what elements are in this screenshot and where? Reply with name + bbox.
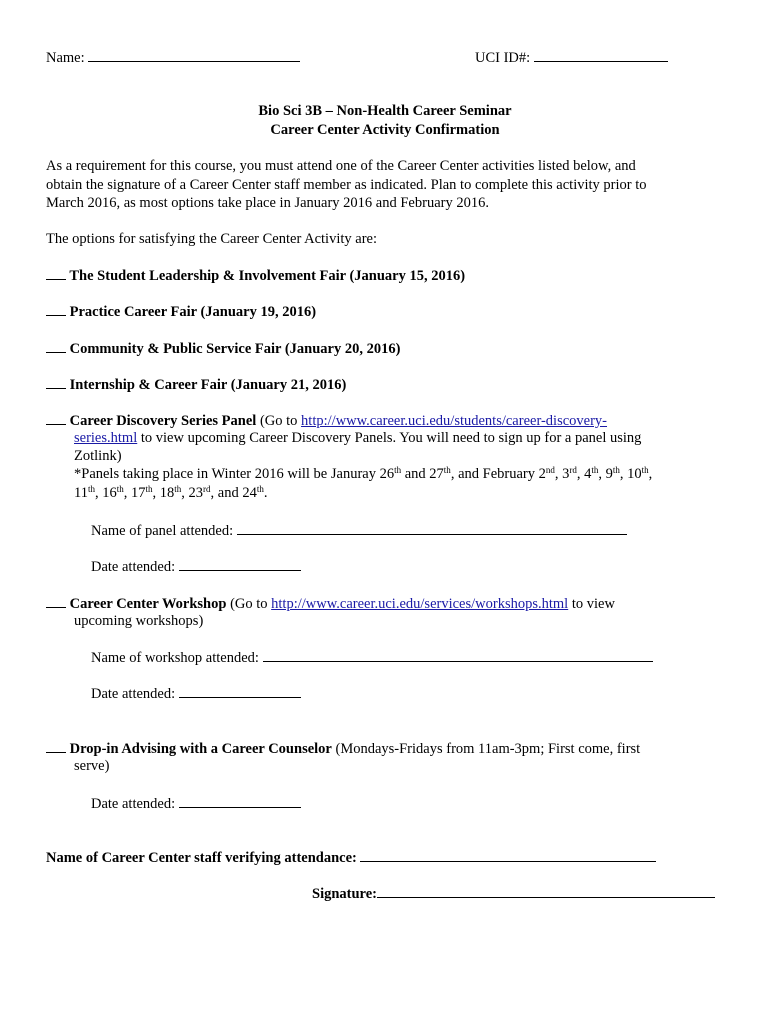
ordinal-suffix: th (612, 465, 620, 475)
workshop-name-field (91, 648, 653, 667)
ordinal-suffix: th (116, 484, 124, 494)
dates-text: , 23 (181, 485, 204, 501)
name-input-line[interactable] (88, 48, 300, 62)
panel-date-field (91, 557, 301, 576)
workshop-line-2: upcoming workshops) (74, 613, 204, 629)
workshop-after-link: to view (568, 596, 615, 612)
intro-line: obtain the signature of a Career Center staff member as indicated. Plan to complete this activity prior to (46, 176, 647, 193)
name-field-row (46, 48, 300, 67)
panel-name-field (91, 521, 627, 540)
option-label: Career Discovery Series Panel (69, 413, 257, 429)
option-label: Career Center Workshop (69, 596, 227, 612)
workshop-name-label: Name of workshop attended: (91, 650, 259, 666)
staff-name-label: Name of Career Center staff verifying attendance: (46, 850, 357, 866)
ordinal-suffix: th (145, 484, 153, 494)
ordinal-suffix: rd (569, 465, 577, 475)
staff-name-input-line[interactable] (360, 848, 656, 862)
panel-name-label: Name of panel attended: (91, 523, 234, 539)
checkbox-line[interactable] (46, 594, 66, 608)
option-discovery-panel (46, 411, 607, 430)
panel-dates-line-2 (74, 484, 267, 502)
checkbox-line[interactable] (46, 266, 66, 280)
dates-text: and 27 (401, 466, 444, 482)
checkbox-line[interactable] (46, 411, 66, 425)
option-internship-fair (46, 375, 346, 394)
intro-line: As a requirement for this course, you must attend one of the Career Center activities listed below, and (46, 158, 636, 174)
option-label: Practice Career Fair (January 19, 2016) (69, 304, 317, 320)
go-to-text: (Go to (226, 596, 272, 612)
dates-text: , 17 (123, 485, 146, 501)
dates-text: , 3 (554, 466, 570, 482)
option-workshop (46, 594, 615, 613)
dropin-line-2: serve) (74, 758, 110, 774)
discovery-link[interactable]: http://www.career.uci.edu/students/career-discovery- (301, 413, 608, 429)
uci-id-field-row (475, 48, 668, 67)
ordinal-suffix: th (641, 465, 649, 475)
option-practice-fair (46, 302, 316, 321)
ordinal-suffix: th (591, 465, 599, 475)
signature-label: Signature: (312, 886, 377, 902)
ordinal-suffix: nd (545, 465, 555, 475)
signature-input-line[interactable] (377, 884, 715, 898)
panel-instructions: to view upcoming Career Discovery Panels. You will need to sign up for a panel using (137, 430, 642, 446)
option-label: The Student Leadership & Involvement Fair (January 15, 2016) (69, 268, 466, 284)
dates-text: , and 24 (210, 485, 257, 501)
checkbox-line[interactable] (46, 739, 66, 753)
option-public-service-fair (46, 339, 400, 358)
dates-text: , 4 (576, 466, 592, 482)
checkbox-line[interactable] (46, 375, 66, 389)
option-label: Drop-in Advising with a Career Counselor (69, 741, 332, 757)
panel-name-input-line[interactable] (237, 521, 627, 535)
dates-text: , 10 (619, 466, 642, 482)
checkbox-line[interactable] (46, 339, 66, 353)
panel-dates-line-1 (74, 465, 652, 483)
name-label: Name: (46, 50, 85, 66)
ordinal-suffix: th (256, 484, 264, 494)
document-subtitle: Career Center Activity Confirmation (270, 122, 500, 138)
panel-line-2 (74, 429, 641, 447)
option-dropin-advising (46, 739, 640, 758)
dropin-date-input-line[interactable] (179, 794, 301, 808)
go-to-text: (Go to (256, 413, 302, 429)
option-label: Internship & Career Fair (January 21, 2016) (69, 377, 347, 393)
checkbox-line[interactable] (46, 302, 66, 316)
dates-text: 11 (74, 485, 88, 501)
dropin-date-field (91, 794, 301, 813)
workshop-date-label: Date attended: (91, 686, 176, 702)
document-title: Bio Sci 3B – Non-Health Career Seminar (258, 103, 512, 119)
workshop-link[interactable]: http://www.career.uci.edu/services/workshops.html (271, 596, 569, 612)
workshop-date-field (91, 684, 301, 703)
ordinal-suffix: th (394, 465, 402, 475)
workshop-name-input-line[interactable] (263, 648, 653, 662)
intro-line: March 2016, as most options take place in January 2016 and February 2016. (46, 195, 489, 211)
option-leadership-fair (46, 266, 465, 285)
dates-text: , 16 (94, 485, 117, 501)
panel-date-input-line[interactable] (179, 557, 301, 571)
options-intro: The options for satisfying the Career Center Activity are: (46, 231, 377, 247)
dates-text: , 9 (598, 466, 613, 482)
signature-field (312, 884, 715, 903)
dropin-date-label: Date attended: (91, 796, 176, 812)
workshop-date-input-line[interactable] (179, 684, 301, 698)
option-label: Community & Public Service Fair (January 20, 2016) (69, 341, 401, 357)
panel-date-label: Date attended: (91, 559, 176, 575)
staff-name-field (46, 848, 656, 867)
dates-text: . (263, 485, 268, 501)
panel-line-3: Zotlink) (74, 448, 122, 464)
ordinal-suffix: th (87, 484, 95, 494)
uci-id-input-line[interactable] (534, 48, 668, 62)
uci-id-label: UCI ID#: (475, 50, 531, 66)
discovery-link-continued[interactable]: series.html (74, 430, 138, 446)
dates-text: , (648, 466, 653, 482)
dates-text: *Panels taking place in Winter 2016 will be Januray 26 (74, 466, 395, 482)
ordinal-suffix: th (174, 484, 182, 494)
ordinal-suffix: th (443, 465, 451, 475)
dates-text: , 18 (152, 485, 175, 501)
ordinal-suffix: rd (203, 484, 211, 494)
dates-text: , and February 2 (450, 466, 546, 482)
intro-paragraph (46, 157, 736, 213)
dropin-detail: (Mondays-Fridays from 11am-3pm; First come, first (331, 741, 641, 757)
